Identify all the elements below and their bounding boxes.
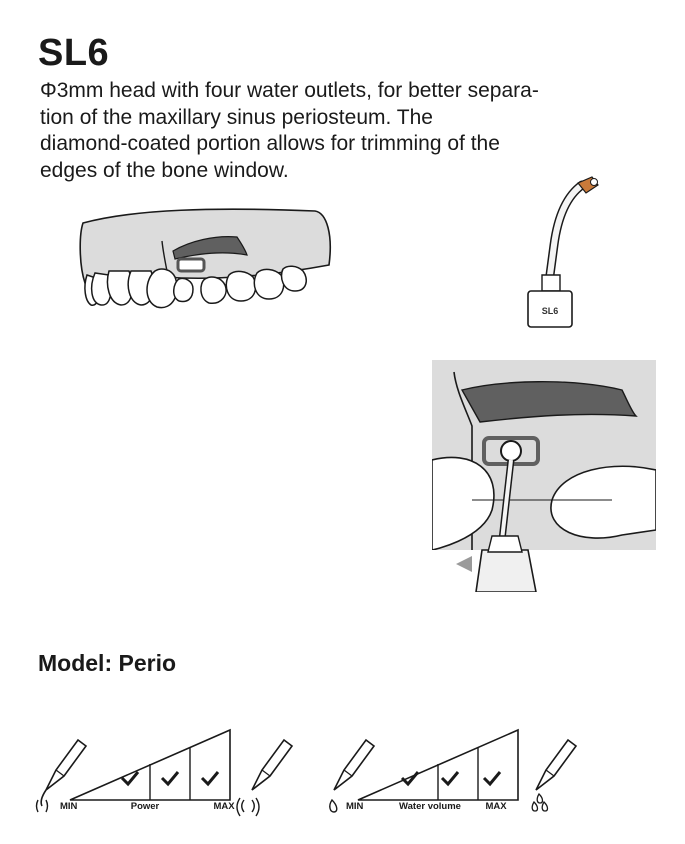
power-scale [30,718,280,818]
model-label: Model: Perio [38,650,177,676]
water-volume-scale [318,718,578,818]
product-description [40,78,650,184]
description-line: edges of the bone window. [40,158,289,182]
sl6-tip-illustration [520,175,610,335]
water-max-label: MAX [485,801,507,812]
power-name-label: Power [130,801,160,812]
water-min-label: MIN [346,801,364,812]
high-vibration-icon [237,798,259,816]
product-title: SL6 [38,32,110,74]
water-drop-icon [330,800,337,812]
water-drops-icon [532,794,547,811]
water-name-label: Water volume [399,801,461,812]
power-min-label: MIN [60,801,78,812]
scaler-handpiece-icon [252,740,292,790]
power-max-label: MAX [213,801,235,812]
description-line: Φ3mm head with four water outlets, for better separa- [40,79,539,102]
maxilla-illustration [75,205,340,315]
sinus-detail-illustration [432,360,656,592]
description-line: tion of the maxillary sinus periosteum. The [40,105,433,129]
description-line: diamond-coated portion allows for trimming of the [40,132,500,155]
tip-code-label: SL6 [541,306,559,316]
scaler-handpiece-icon [334,740,374,790]
scaler-handpiece-icon [536,740,576,790]
